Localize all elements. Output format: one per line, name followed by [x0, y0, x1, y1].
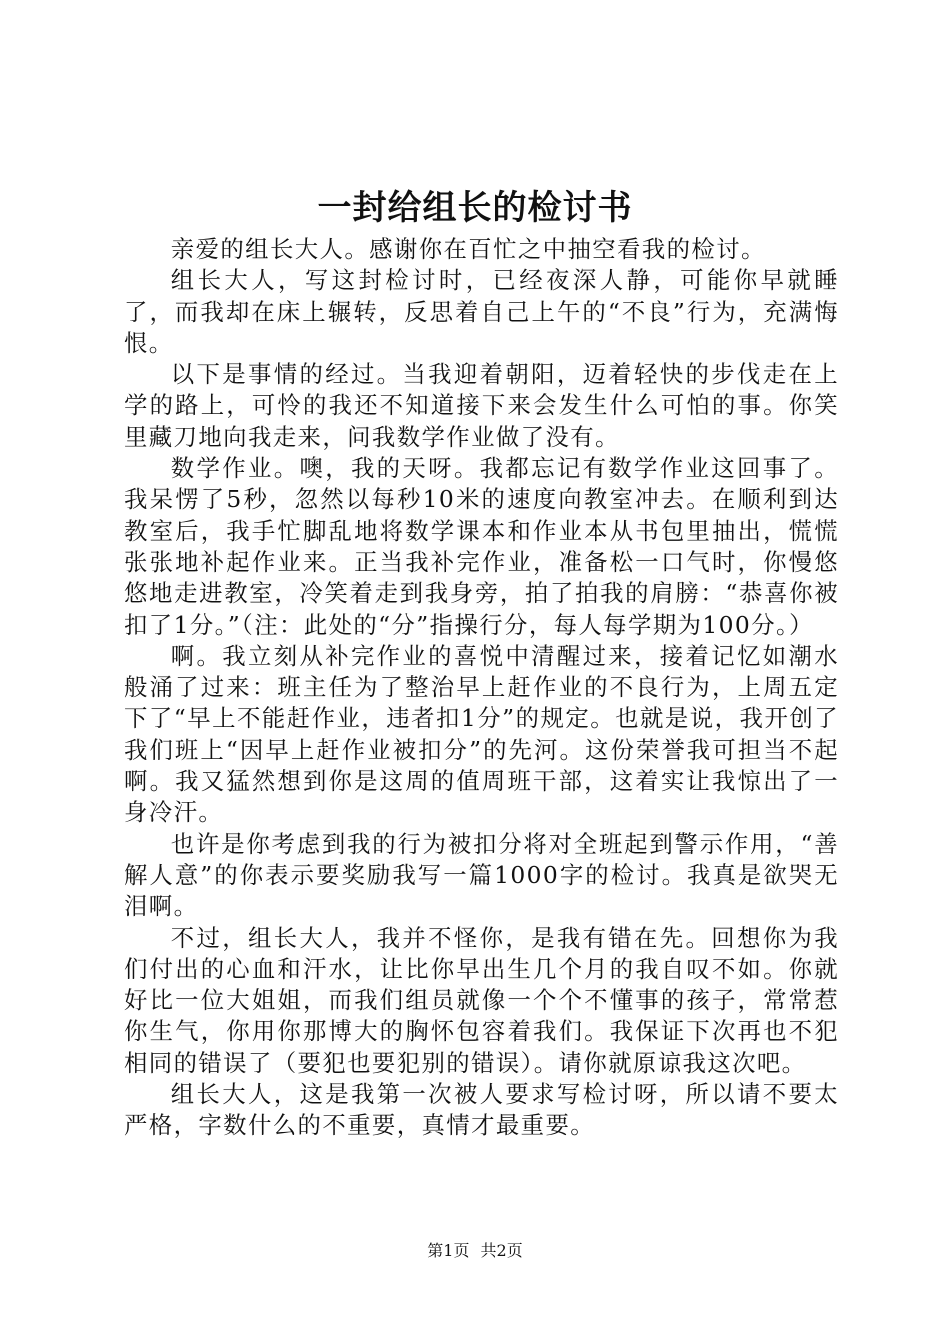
paragraph: 数学作业。噢，我的天呀。我都忘记有数学作业这回事了。我呆愣了5秒，忽然以每秒10米的速度向教室冲去。在顺利到达教室后，我手忙脚乱地将数学课本和作业本从书包里抽出，慌慌张张地补起作业来。正当我补完作业，准备松一口气时，你慢悠悠地走进教室，冷笑着走到我身旁，拍了拍我的肩膀：“恭喜你被扣了1分。”（注：此处的“分”指操行分，每人每学期为100分。） — [124, 454, 839, 639]
page-number-current: 第1页 — [427, 1241, 470, 1260]
page-number-total: 共2页 — [480, 1241, 523, 1260]
paragraph: 组长大人，这是我第一次被人要求写检讨呀，所以请不要太严格，字数什么的不重要，真情才最重要。 — [124, 1080, 839, 1140]
paragraph: 不过，组长大人，我并不怪你，是我有错在先。回想你为我们付出的心血和汗水，让比你早出生几个月的我自叹不如。你就好比一位大姐姐，而我们组员就像一个个不懂事的孩子，常常惹你生气，你用你那博大的胸怀包容着我们。我保证下次再也不犯相同的错误了（要犯也要犯别的错误）。请你就原谅我这次吧。 — [124, 923, 839, 1077]
paragraph: 啊。我立刻从补完作业的喜悦中清醒过来，接着记忆如潮水般涌了过来：班主任为了整治早上赶作业的不良行为，上周五定下了“早上不能赶作业，违者扣1分”的规定。也就是说，我开创了我们班上“因早上赶作业被扣分”的先河。这份荣誉我可担当不起啊。我又猛然想到你是这周的值周班干部，这着实让我惊出了一身冷汗。 — [124, 641, 839, 827]
document-body — [124, 234, 839, 1142]
paragraph: 亲爱的组长大人。感谢你在百忙之中抽空看我的检讨。 — [170, 235, 766, 263]
paragraph: 组长大人，写这封检讨时，已经夜深人静，可能你早就睡了，而我却在床上辗转，反思着自己上午的“不良”行为，充满悔恨。 — [124, 266, 839, 357]
paragraph: 以下是事情的经过。当我迎着朝阳，迈着轻快的步伐走在上学的路上，可怜的我还不知道接下来会发生什么可怕的事。你笑里藏刀地向我走来，问我数学作业做了没有。 — [124, 360, 839, 451]
document-title: 一封给组长的检讨书 — [317, 188, 633, 228]
paragraph: 也许是你考虑到我的行为被扣分将对全班起到警示作用，“善解人意”的你表示要奖励我写一篇1000字的检讨。我真是欲哭无泪啊。 — [124, 829, 839, 921]
page-footer — [0, 1240, 950, 1262]
